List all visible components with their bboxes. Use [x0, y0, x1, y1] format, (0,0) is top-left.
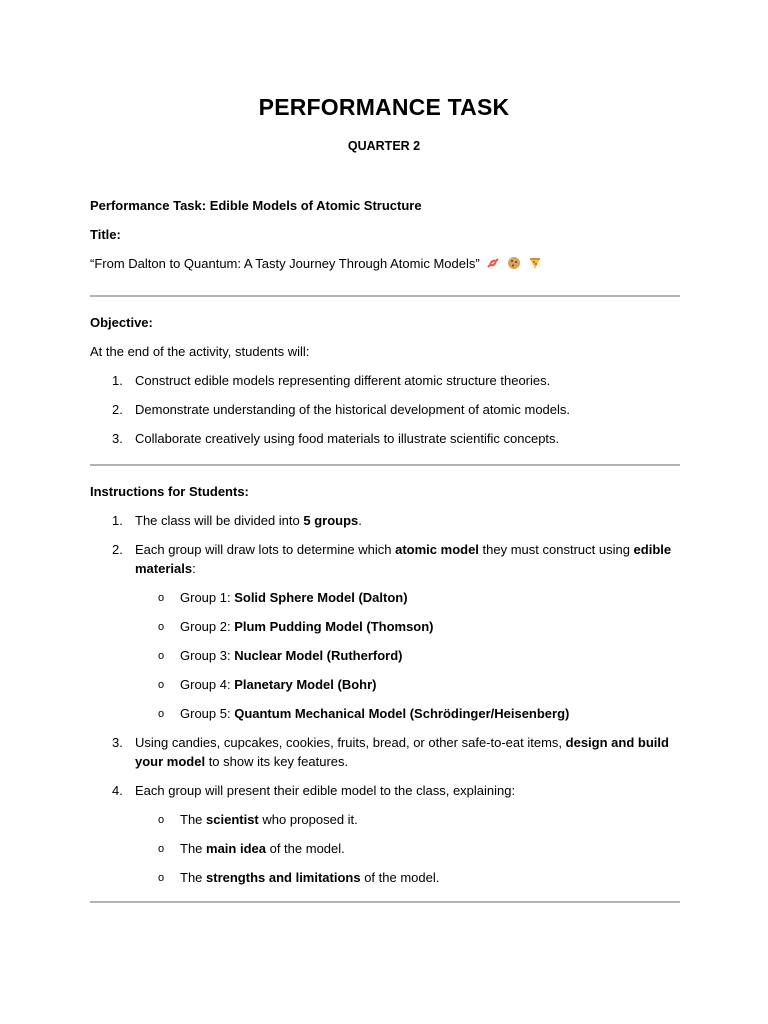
group-item [135, 704, 680, 723]
list-text-bold: 5 groups [303, 513, 359, 528]
list-item [90, 540, 680, 723]
pizza-icon [528, 256, 542, 270]
list-text: Demonstrate understanding of the historical development of atomic models. [135, 402, 571, 417]
list-text-bold: edible materials [135, 542, 672, 576]
task-line: Performance Task: Edible Models of Atomic Structure [90, 198, 422, 213]
hollow-bullet-icon: o [158, 708, 165, 720]
point-text: The [180, 841, 207, 856]
list-text-bold: design and build your model [135, 735, 669, 769]
list-item [90, 733, 680, 771]
list-item [90, 781, 680, 887]
list-number: 1. [112, 513, 123, 528]
list-text: : [192, 561, 196, 576]
title-text-line [90, 254, 680, 273]
hollow-bullet-icon: o [158, 679, 165, 691]
list-text: Each group will draw lots to determine which [135, 542, 396, 557]
objective-list [90, 371, 680, 448]
list-number: 3. [112, 431, 123, 446]
document-body [90, 196, 680, 903]
point-text: The [180, 870, 207, 885]
hollow-bullet-icon: o [158, 621, 165, 633]
list-number: 3. [112, 735, 123, 750]
group-item [135, 588, 680, 607]
group-model: Nuclear Model (Rutherford) [234, 648, 403, 663]
hollow-bullet-icon: o [158, 650, 165, 662]
list-text: . [358, 513, 362, 528]
point-text-bold: main idea [206, 841, 266, 856]
presentation-points [135, 810, 680, 887]
list-text: Collaborate creatively using food materials to illustrate scientific concepts. [135, 431, 560, 446]
group-model: Planetary Model (Bohr) [234, 677, 377, 692]
list-text: Each group will present their edible model to the class, explaining: [135, 783, 516, 798]
point-text: of the model. [360, 870, 440, 885]
group-item [135, 675, 680, 694]
page-subtitle: QUARTER 2 [347, 139, 421, 153]
list-text: The class will be divided into [135, 513, 304, 528]
group-label: Group 4: [180, 677, 235, 692]
group-model: Plum Pudding Model (Thomson) [234, 619, 434, 634]
list-number: 2. [112, 542, 123, 557]
group-item [135, 646, 680, 665]
hollow-bullet-icon: o [158, 872, 165, 884]
group-label: Group 2: [180, 619, 235, 634]
list-item [90, 429, 680, 448]
point-text: who proposed it. [258, 812, 358, 827]
objective-lead: At the end of the activity, students will: [90, 344, 310, 359]
list-text: Construct edible models representing different atomic structure theories. [135, 373, 551, 388]
hollow-bullet-icon: o [158, 843, 165, 855]
title-text: “From Dalton to Quantum: A Tasty Journey Through Atomic Models” [90, 256, 480, 271]
list-text: they must construct using [478, 542, 634, 557]
instructions-list [90, 511, 680, 887]
hollow-bullet-icon: o [158, 592, 165, 604]
list-text: to show its key features. [205, 754, 349, 769]
section-divider [90, 901, 680, 903]
point-item [135, 868, 680, 887]
title-label: Title: [90, 227, 121, 242]
group-item [135, 617, 680, 636]
point-item [135, 810, 680, 829]
group-label: Group 3: [180, 648, 235, 663]
instructions-heading: Instructions for Students: [90, 484, 249, 499]
section-divider [90, 295, 680, 297]
group-label: Group 1: [180, 590, 235, 605]
list-item [90, 400, 680, 419]
section-divider [90, 464, 680, 466]
list-number: 2. [112, 402, 123, 417]
objective-heading: Objective: [90, 315, 153, 330]
point-text-bold: strengths and limitations [206, 870, 361, 885]
list-number: 1. [112, 373, 123, 388]
group-label: Group 5: [180, 706, 235, 721]
point-text-bold: scientist [206, 812, 259, 827]
point-text: The [180, 812, 207, 827]
cookie-icon [507, 256, 521, 270]
candy-icon [486, 256, 500, 270]
list-text: Using candies, cupcakes, cookies, fruits, bread, or other safe-to-eat items, [135, 735, 566, 750]
group-list [135, 588, 680, 723]
page-title: PERFORMANCE TASK [258, 94, 510, 120]
group-model: Quantum Mechanical Model (Schrödinger/Heisenberg) [234, 706, 570, 721]
hollow-bullet-icon: o [158, 814, 165, 826]
point-item [135, 839, 680, 858]
list-item [90, 511, 680, 530]
point-text: of the model. [265, 841, 345, 856]
list-item [90, 371, 680, 390]
list-text-bold: atomic model [395, 542, 479, 557]
list-number: 4. [112, 783, 123, 798]
group-model: Solid Sphere Model (Dalton) [234, 590, 408, 605]
